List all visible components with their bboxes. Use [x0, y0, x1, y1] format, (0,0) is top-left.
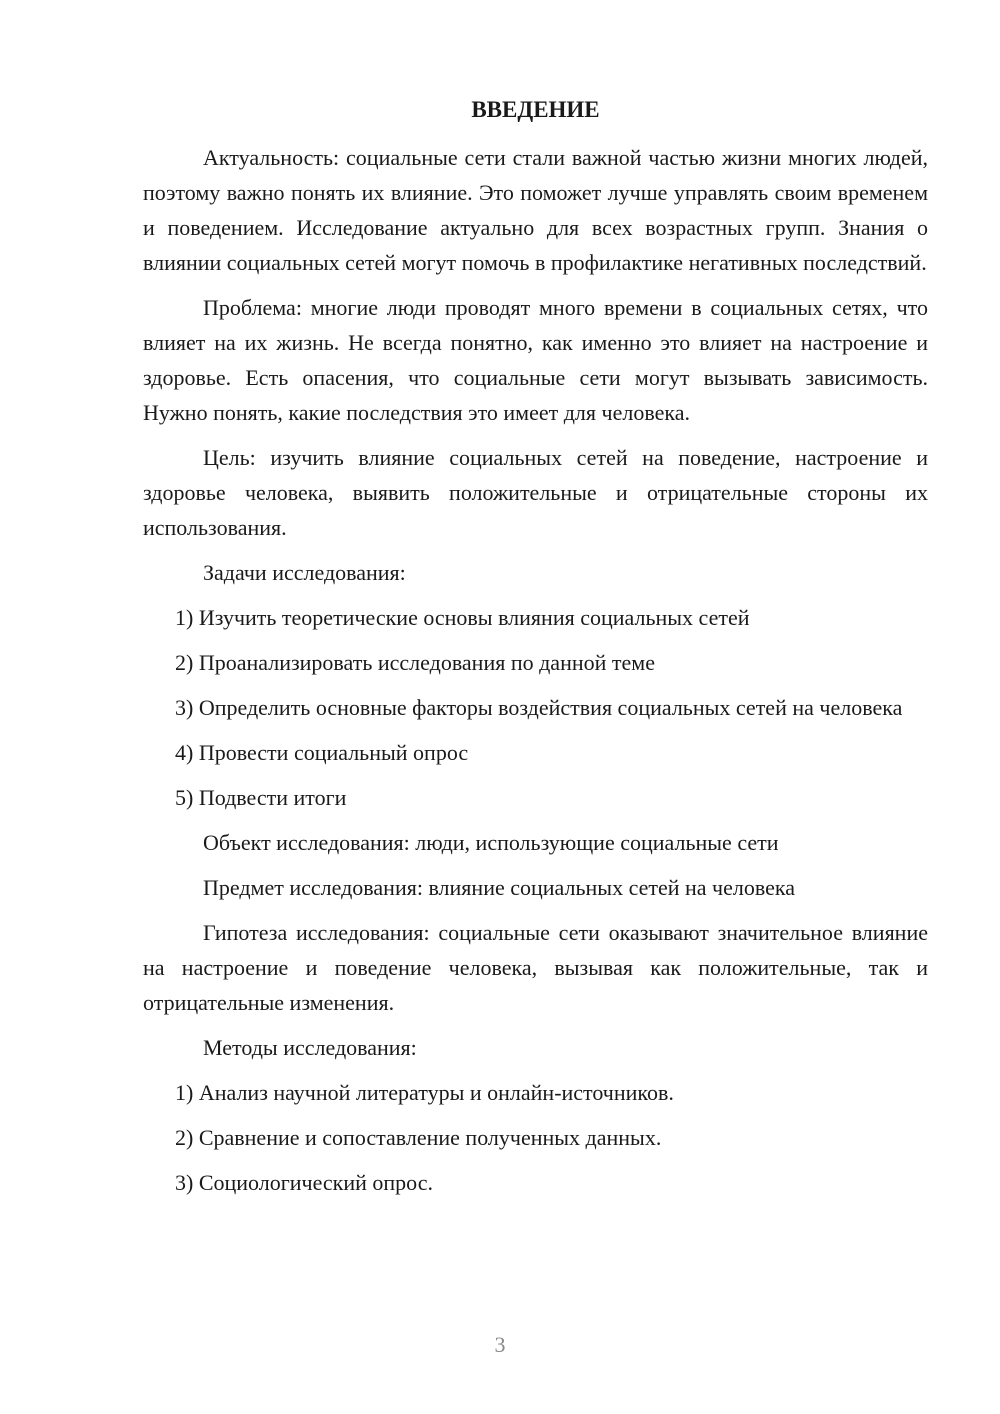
document-page — [143, 92, 928, 1210]
method-item-2: 2) Сравнение и сопоставление полученных данных. — [175, 1125, 662, 1150]
research-subject: Предмет исследования: влияние социальных сетей на человека — [203, 875, 796, 900]
method-item-1: 1) Анализ научной литературы и онлайн-источников. — [175, 1080, 674, 1105]
task-item-1: 1) Изучить теоретические основы влияния социальных сетей — [175, 605, 750, 630]
page-number: 3 — [494, 1332, 506, 1357]
tasks-heading: Задачи исследования: — [203, 560, 406, 585]
goal-paragraph: Цель: изучить влияние социальных сетей на поведение, настроение и здоровье человека, выявить положительные и отрицательные стороны их использования. — [143, 445, 928, 540]
problem-paragraph: Проблема: многие люди проводят много времени в социальных сетях, что влияет на их жизнь. Не всегда понятно, как именно это влияет на настроение и здоровье. Есть опасения, что социальные сети могут вызывать зависимость. Нужно понять, какие последствия это имеет для человека. — [143, 295, 928, 425]
task-item-4: 4) Провести социальный опрос — [175, 740, 469, 765]
method-item-3: 3) Социологический опрос. — [175, 1170, 433, 1195]
task-item-3: 3) Определить основные факторы воздействия социальных сетей на человека — [175, 695, 903, 720]
relevance-paragraph: Актуальность: социальные сети стали важной частью жизни многих людей, поэтому важно понять их влияние. Это поможет лучше управлять своим временем и поведением. Исследование актуально для всех возрастных групп. Знания о влиянии социальных сетей могут помочь в профилактике негативных последствий. — [143, 145, 928, 275]
research-object: Объект исследования: люди, использующие социальные сети — [203, 830, 779, 855]
task-item-5: 5) Подвести итоги — [175, 785, 347, 810]
hypothesis-paragraph: Гипотеза исследования: социальные сети оказывают значительное влияние на настроение и поведение человека, вызывая как положительные, так и отрицательные изменения. — [143, 920, 928, 1015]
page-title: ВВЕДЕНИЕ — [471, 97, 600, 122]
methods-heading: Методы исследования: — [203, 1035, 417, 1060]
task-item-2: 2) Проанализировать исследования по данной теме — [175, 650, 655, 675]
